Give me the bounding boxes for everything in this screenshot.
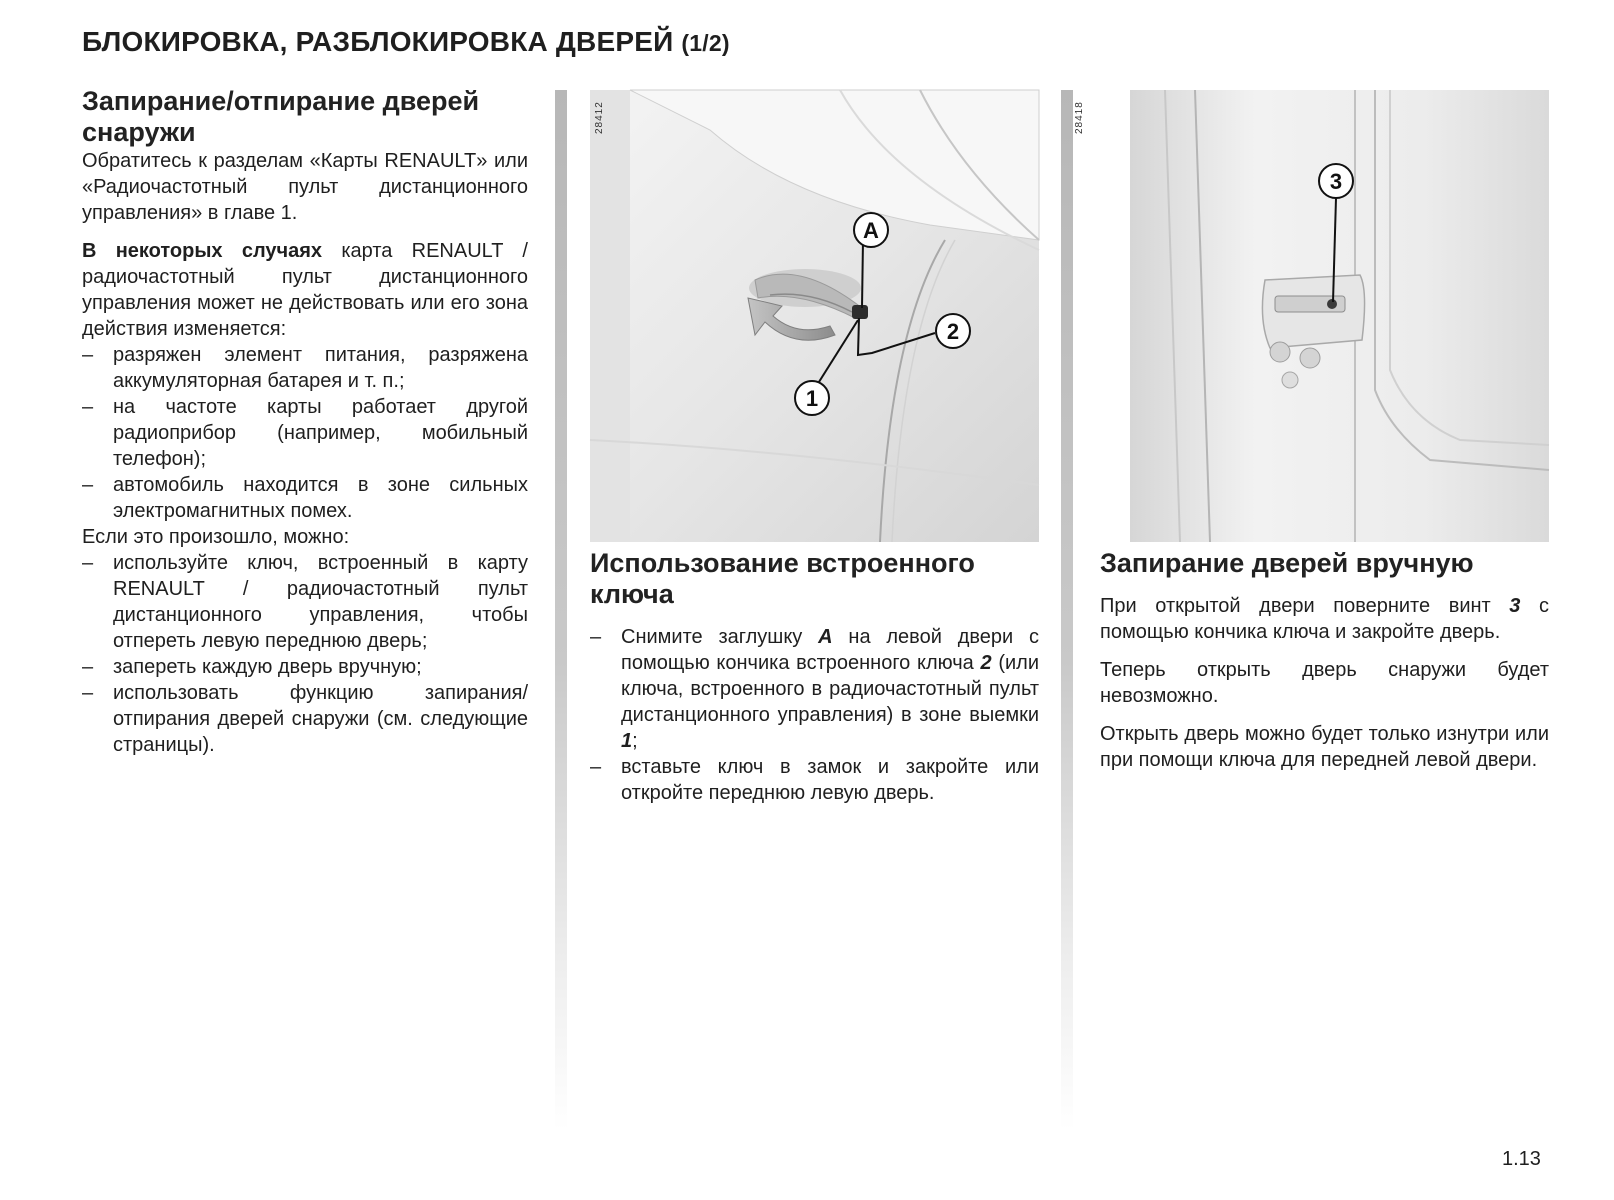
list-item: – на частоте карты работает другой радиоприбор (например, мобильный телефон);: [82, 396, 528, 470]
list-item: – разряжен элемент питания, разряжена аккумуляторная батарея и т. п.;: [82, 344, 528, 392]
if-happened-text: Если это произошло, можно:: [82, 526, 350, 548]
actions-list: [82, 550, 528, 758]
page-title-part: (1/2): [681, 30, 730, 56]
section-heading-built-in-key: Использование встроенного ключа: [590, 548, 975, 609]
list-item: – автомобиль находится в зоне сильных электромагнитных помех.: [82, 474, 528, 522]
page-title: [82, 26, 730, 58]
list-item: – Снимите заглушку A на левой двери с помощью кончика встроенного ключа 2 (или ключа, встроенного в радиочастотный пульт дистанционного управления) в зоне выемки 1;: [590, 626, 1040, 752]
list-item: – использовать функцию запирания/отпирания дверей снаружи (см. следующие страницы).: [82, 682, 528, 756]
section-heading-manual-locking: Запирание дверей вручную: [1100, 548, 1474, 578]
list-item: – используйте ключ, встроенный в карту RENAULT / радиочастотный пульт дистанционного управления, чтобы отпереть левую переднюю дверь;: [82, 552, 528, 652]
reasons-list: [82, 342, 528, 524]
column-separator-left: [555, 90, 567, 1130]
figure-code: 28412: [594, 101, 605, 134]
section-external-locking: [82, 86, 528, 758]
list-item: – запереть каждую дверь вручную;: [82, 656, 422, 678]
intro-paragraph: Обратитесь к разделам «Карты RENAULT» или «Радиочастотный пульт дистанционного управления» в главе 1.: [82, 150, 528, 224]
figure-door-latch: [1074, 90, 1549, 542]
page-number: 1.13: [1502, 1148, 1541, 1170]
callout-1: 1: [805, 386, 819, 411]
manual-paragraph-1: При открытой двери поверните винт 3 с помощью кончика ключа и закройте дверь.: [1100, 595, 1550, 643]
manual-paragraph-3: Открыть дверь можно будет только изнутри или при помощи ключа для передней левой двери.: [1100, 723, 1549, 771]
page-title-text: БЛОКИРОВКА, РАЗБЛОКИРОВКА ДВЕРЕЙ: [82, 26, 674, 57]
section-manual-locking: [1100, 548, 1549, 773]
callout-3: 3: [1329, 169, 1343, 194]
cases-bold: В некоторых случаях: [82, 240, 323, 262]
figure-code: 28418: [1074, 101, 1085, 134]
callout-2: 2: [946, 319, 960, 344]
column-separator-right: [1061, 90, 1073, 1130]
section-heading-external-locking: Запирание/отпирание дверей снаружи: [82, 86, 480, 147]
list-item: – вставьте ключ в замок и закройте или откройте переднюю левую дверь.: [590, 756, 1039, 804]
manual-paragraph-2: Теперь открыть дверь снаружи будет невозможно.: [1100, 659, 1549, 707]
section-built-in-key: [590, 548, 1039, 806]
key-steps-list: [590, 624, 1039, 806]
callout-A: A: [863, 218, 879, 243]
cases-text: карта RENAULT / радиочастотный пульт дистанционного управления может не действовать или его зона действия изменяется:: [82, 240, 528, 340]
cases-paragraph: [82, 238, 528, 342]
figure-door-handle: [590, 90, 1039, 542]
